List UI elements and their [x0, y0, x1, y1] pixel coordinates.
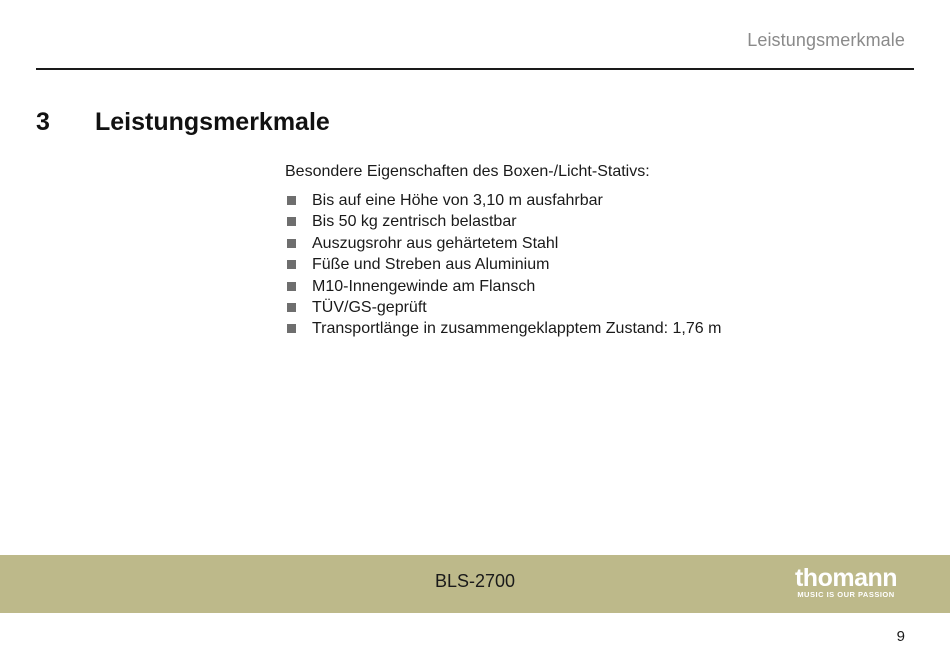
- list-item: [285, 297, 885, 318]
- footer-band: [0, 555, 950, 613]
- section-number: 3: [36, 108, 50, 136]
- square-bullet-icon: [287, 282, 296, 291]
- square-bullet-icon: [287, 239, 296, 248]
- section-title: Leistungsmerkmale: [95, 108, 330, 136]
- square-bullet-icon: [287, 260, 296, 269]
- list-item: [285, 254, 885, 275]
- list-item-text: Transportlänge in zusammengeklapptem Zustand: 1,76 m: [312, 320, 722, 338]
- brand-wordmark: thomann: [794, 564, 898, 592]
- page-number: 9: [896, 628, 905, 645]
- brand-logo: [786, 566, 906, 600]
- square-bullet-icon: [287, 324, 296, 333]
- header-divider: [36, 68, 914, 70]
- square-bullet-icon: [287, 217, 296, 226]
- list-item-text: Bis auf eine Höhe von 3,10 m ausfahrbar: [312, 192, 603, 209]
- list-item-text: M10-Innengewinde am Flansch: [312, 277, 536, 295]
- square-bullet-icon: [287, 196, 296, 205]
- square-bullet-icon: [287, 303, 296, 312]
- list-item: [285, 190, 885, 211]
- section-content: [285, 163, 885, 340]
- list-item: [285, 276, 885, 297]
- list-item: [285, 233, 885, 254]
- list-item-text: Füße und Streben aus Aluminium: [312, 256, 550, 274]
- list-item: [285, 211, 885, 232]
- list-item-text: TÜV/GS-geprüft: [312, 299, 427, 317]
- features-intro: Besondere Eigenschaften des Boxen-/Licht-Stativs:: [285, 163, 650, 180]
- features-list: [285, 190, 885, 340]
- list-item: [285, 318, 885, 339]
- running-header: Leistungsmerkmale: [747, 30, 905, 50]
- model-name: BLS-2700: [434, 571, 516, 591]
- list-item-text: Auszugsrohr aus gehärtetem Stahl: [312, 234, 559, 252]
- brand-tagline: MUSIC IS OUR PASSION: [797, 590, 895, 599]
- list-item-text: Bis 50 kg zentrisch belastbar: [312, 213, 517, 231]
